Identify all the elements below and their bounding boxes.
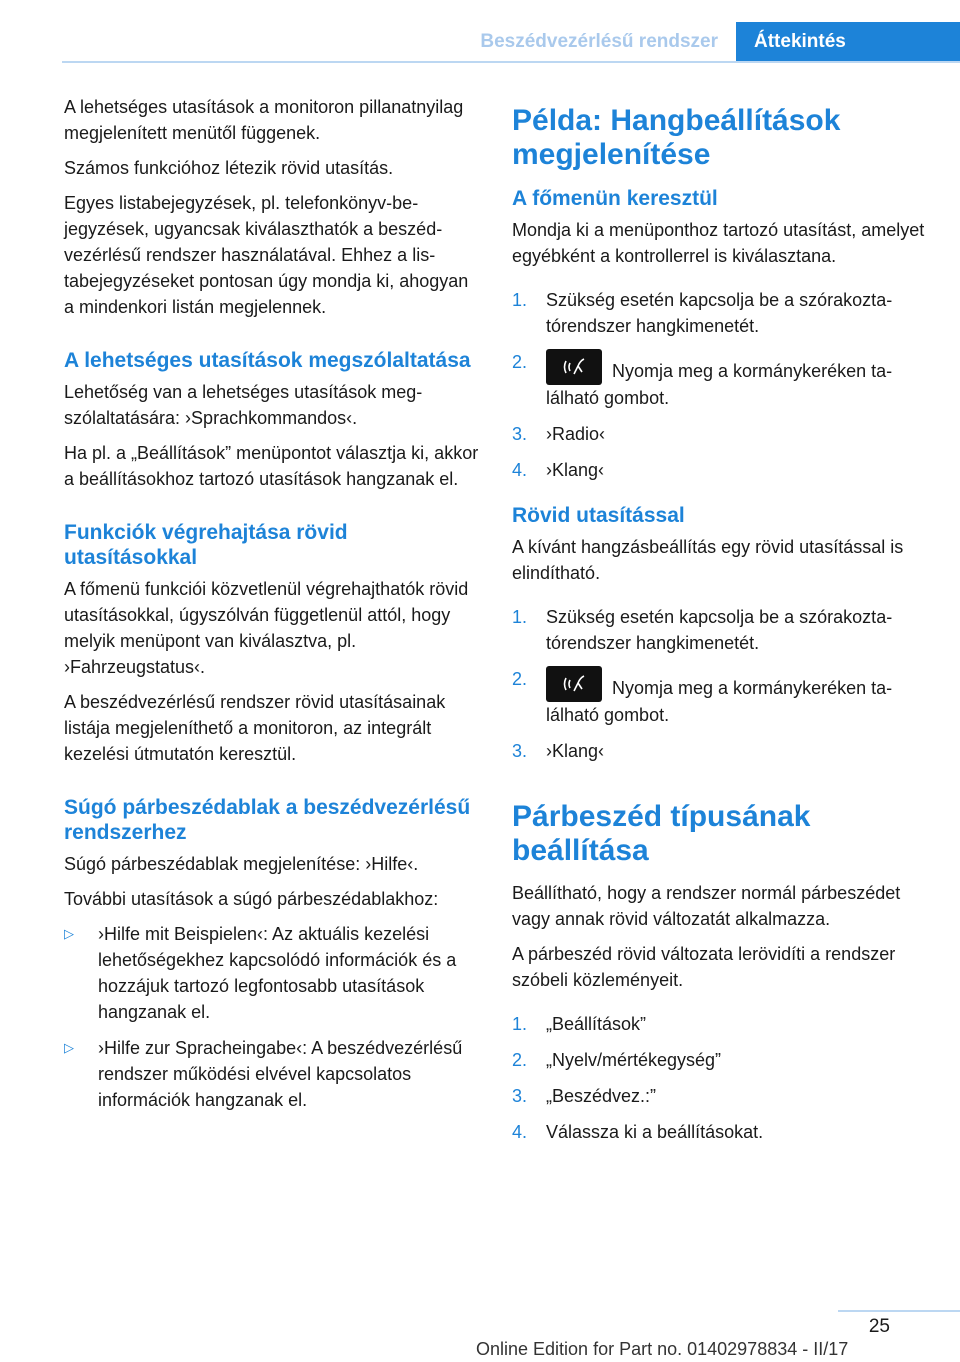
paragraph: Lehetőség van a lehetséges utasítások megszólaltatására: ›Sprachkommandos‹. [64, 382, 423, 428]
paragraph: A párbeszéd rövid változata lerövidíti a rendszer szóbeli közleményeit. [512, 944, 896, 990]
section-heading: A lehetséges utasítások megszólaltatása [64, 349, 471, 372]
section-heading: A főmenün keresztül [512, 187, 718, 210]
running-header-tab: Áttekintés [736, 22, 960, 62]
triangle-bullet-icon: ▷ [64, 1040, 74, 1055]
section-heading: Súgó párbeszédablak a beszédvezérlésű rendszerhez [64, 796, 471, 844]
paragraph: A beszédvezérlésű rendszer rövid utasításainak listája megjeleníthető a monitoron, az integrált kezelési útmutatón keresztül. [64, 692, 446, 764]
paragraph: Mondja ki a menüponthoz tartozó utasítást, amelyet egyébként a kontrollerrel is kiválasztana. [512, 220, 925, 266]
triangle-bullet-icon: ▷ [64, 926, 74, 941]
paragraph: Ha pl. a „Beállítások” menüpontot választja ki, akkor a beállításokhoz tartozó utasítások hangzanak el. [64, 443, 479, 489]
paragraph: Beállítható, hogy a rendszer normál párbeszédet vagy annak rövid változatát alkalmazza. [512, 883, 901, 929]
page-number-rule [838, 1310, 960, 1312]
paragraph: Egyes listabejegyzések, pl. telefonkönyv-bejegyzések, ugyancsak kiválaszthatók a beszédvezérlésű rendszer használatával. Ehhez a listabejegyzéseket pontosan úgy mondja ki, ahogyan a mindenkori listán megjelennek. [64, 193, 469, 317]
voice-command-button-icon [546, 349, 602, 385]
list-item: 3. ›Radio‹ [512, 424, 606, 444]
list-item: ▷ ›Hilfe mit Beispielen‹: Az aktuális kezelési lehetőségekhez kapcsolódó információk és a hozzájuk tartozó legfontosabb utasítások hangzanak el. [64, 921, 480, 1025]
list-item: 1. Szükség esetén kapcsolja be a szórakoztatórendszer hangkimenetét. [512, 607, 893, 653]
numbered-list [512, 287, 932, 483]
paragraph: A főmenü funkciói közvetlenül végrehajthatók rövid utasításokkal, úgyszólván függetlenül attól, hogy melyik menüpont van kiválasztva, pl. ›Fahrzeugstatus‹. [64, 579, 469, 677]
chapter-heading: Példa: Hangbeállítások megjelenítése [512, 104, 841, 171]
footer-edition: Online Edition for Part no. 01402978834 - II/17 [476, 1339, 849, 1359]
list-item: 4. Válassza ki a beállításokat. [512, 1122, 764, 1142]
numbered-list [512, 604, 932, 764]
paragraph: Súgó párbeszédablak megjelenítése: ›Hilfe‹. [64, 854, 419, 874]
header-rule [62, 61, 960, 63]
voice-command-button-icon [546, 666, 602, 702]
list-item: 1. Szükség esetén kapcsolja be a szórakoztatórendszer hangkimenetét. [512, 290, 893, 336]
list-item: 3. ›Klang‹ [512, 741, 605, 761]
section-heading: Rövid utasítással [512, 504, 685, 527]
numbered-list [512, 1011, 932, 1145]
left-column [64, 94, 480, 1123]
chapter-heading: Párbeszéd típusának beállítása [512, 800, 811, 867]
list-item: 3. „Beszédvez.:” [512, 1086, 657, 1106]
list-item: 1. „Beállítások” [512, 1014, 647, 1034]
list-item: ▷ ›Hilfe zur Spracheingabe‹: A beszédvezérlésű rendszer működési elvével kapcsolatos információk hangzanak el. [64, 1035, 480, 1113]
paragraph: Számos funkcióhoz létezik rövid utasítás. [64, 158, 394, 178]
running-header-section: Beszédvezérlésű rendszer [480, 31, 718, 52]
list-item: 4. ›Klang‹ [512, 460, 605, 480]
paragraph: További utasítások a súgó párbeszédablakhoz: [64, 889, 439, 909]
list-item: 2. „Nyelv/mértékegység” [512, 1050, 722, 1070]
right-column [512, 94, 932, 1155]
list-item: 2. Nyomja meg a kormánykeréken található gombot. [512, 666, 932, 728]
paragraph: A kívánt hangzásbeállítás egy rövid utasítással is elindítható. [512, 537, 904, 583]
section-heading: Funkciók végrehajtása rövid utasításokkal [64, 521, 348, 569]
list-item: 2. Nyomja meg a kormánykeréken található gombot. [512, 349, 932, 411]
bullet-list [64, 921, 480, 1113]
paragraph: A lehetséges utasítások a monitoron pillanatnyilag megjelenített menütől függenek. [64, 97, 464, 143]
page-number: 25 [868, 1316, 890, 1337]
